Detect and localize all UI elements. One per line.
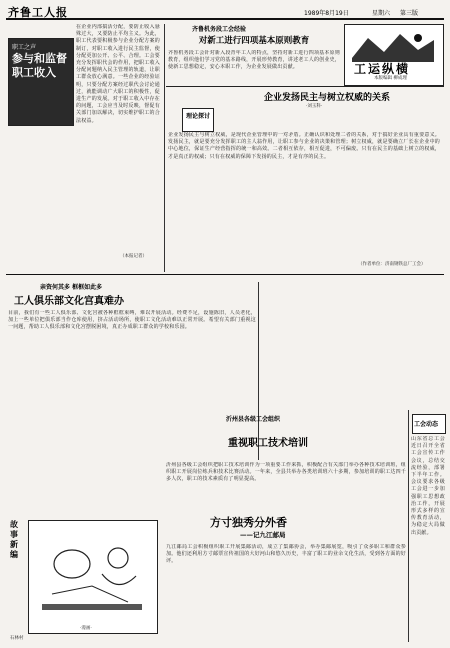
masthead-logo: 齐鲁工人报: [8, 6, 68, 19]
column-rule-3: [408, 410, 409, 642]
main-story-title: 参与和监督职工收入: [12, 52, 67, 79]
section-rule: [166, 86, 444, 87]
guide-title: 方寸独秀分外香: [210, 516, 287, 529]
main-story-kicker: 职工之声: [12, 44, 37, 51]
slogan-title: 工运纵横: [354, 62, 411, 76]
tech-body: 沂州县各级工会组织把职工技术培训作为一项重要工作来抓，积极配合有关部门举办各种技术培训班，组织职工开展岗位练兵和技术比赛活动。一年来，全县共举办各类培训班六十多期，参加培训的职工达四千多人次，职工的技术素质有了明显提高。: [166, 462, 406, 483]
theory-note: （作者单位：济南钢铁总厂工会）: [358, 262, 426, 267]
guide-body: 九江邮局工会积极组织职工开展集邮活动，成立了集邮协会，举办集邮展览，吸引了众多职工和群众参加。他们还利用方寸邮票宣传祖国的大好河山和悠久历史，丰富了职工的业余文化生活，受到各方面的好评。: [166, 544, 406, 565]
cartoon-title: 故事新编: [10, 520, 18, 559]
top-center-title: 对新工进行四项基本原则教育: [198, 36, 310, 46]
right-body: 山东省总工会近日召开全省工会宣传工作会议，总结交流经验，部署下半年工作。会议要求各级工会进一步加强职工思想政治工作，开展形式多样的宣传教育活动，为稳定大局做出贡献。: [411, 436, 445, 536]
main-story-body-lower: [8, 126, 72, 256]
theory-kicker: 理论探讨: [185, 113, 210, 120]
tech-kicker: 沂州县各级工会组织: [226, 416, 281, 423]
masthead-date: 1989年8月19日: [304, 10, 349, 17]
club-kicker: 亲资何其多 框框如此多: [40, 284, 103, 291]
main-story-body: 在企业内部搞活分配，要防止收入悬殊过大，又要防止平均主义。为此，职工代表要积极参与企业分配方案的制订，对职工收入进行民主监督，使分配更加公开、公平、合理。工会要充分发挥职代会的作用，把职工收入分配问题纳入民主管理的轨道，让职工群众放心满意。一些企业的经验证明，只要分配方案经过职代会讨论通过，就能调动广大职工的积极性，促进生产的发展。对于职工收入中存在的问题，工会应当及时反映，督促有关部门加以解决，切实维护职工的合法权益。: [76, 24, 160, 124]
slogan-illustration: [348, 28, 438, 64]
top-center-kicker: 齐鲁机务段工会经验: [192, 26, 247, 33]
right-kicker: 工会动态: [414, 421, 439, 428]
masthead-rule: [6, 18, 444, 20]
theory-body: 企业发扬民主与树立权威，是现代企业管理中的一对矛盾。正确认识和处理二者的关系，对于搞好企业具有重要意义。发扬民主，就是要充分发挥职工的主人翁作用，让职工参与企业的决策和管理；树立权威，就是要确立厂长在企业中的中心地位，保证生产经营指挥的统一和高效。二者相互依存，相互促进，不可偏废。只有在民主的基础上树立的权威，才是真正的权威；只有在权威的保障下发扬的民主，才是有序的民主。: [168, 132, 440, 160]
club-title: 工人俱乐部文化宫真难办: [14, 296, 124, 307]
theory-title: 企业发扬民主与树立权威的关系: [263, 93, 390, 103]
masthead-weekday: 星期六: [372, 10, 391, 17]
slogan-caption: 本版编辑 柳成理: [374, 76, 407, 81]
cartoon-illustration: [32, 524, 152, 624]
club-body: 目前，我们有一些工人俱乐部、文化宫被各种框框束缚，难以开展活动。经费不足，设施陈旧，人员老化，加上一些单位把俱乐部当作仓库使用，挤占活动场所，使职工文化活动难以正常开展。希望有关部门重视这一问题，帮助工人俱乐部和文化宫摆脱困境，真正办成职工群众的学校和乐园。: [8, 310, 256, 331]
main-story-byline: （本报记者）: [120, 254, 147, 259]
masthead-page: 第三版: [400, 10, 419, 17]
top-center-body: 齐鲁机务段工会针对新入段青年工人的特点，坚持对新工进行四项基本原则教育，组织他们学习党的基本路线，开展形势教育，讲述老工人的创业史，使新工思想稳定，安心本职工作，为企业发展做出贡献。: [168, 50, 340, 71]
half-rule: [6, 274, 444, 275]
theory-author: ·刘玉科·: [306, 104, 323, 109]
cartoon-caption: ·漫画·: [80, 626, 92, 631]
tech-title: 重视职工技术培训: [228, 438, 308, 449]
guide-subtitle: ——记九江邮局: [240, 531, 286, 539]
cartoon-footer: 石林村: [10, 636, 24, 641]
column-rule: [164, 24, 165, 272]
theory-kicker-box: [182, 108, 214, 132]
